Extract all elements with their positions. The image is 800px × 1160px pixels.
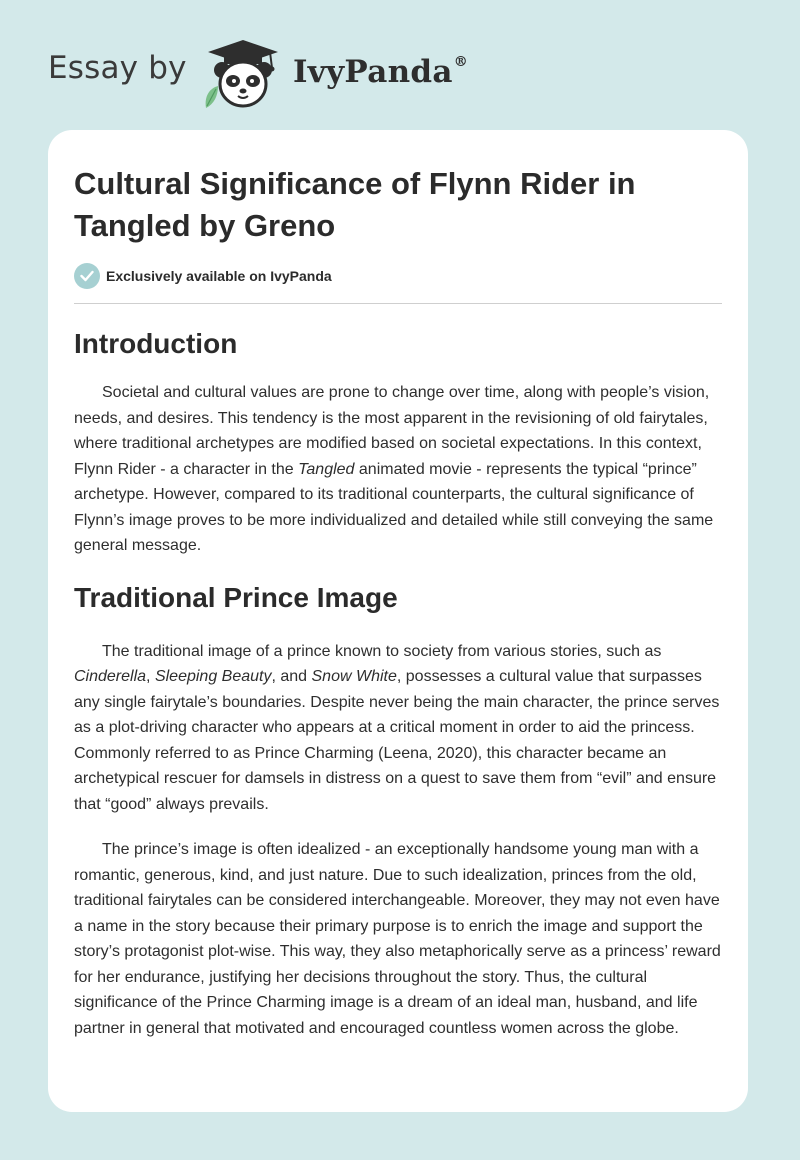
divider: [74, 303, 722, 304]
story-title: Snow White: [311, 668, 397, 685]
essay-by-label: Essay by: [48, 50, 187, 86]
movie-title: Tangled: [298, 460, 355, 478]
site-header: [0, 0, 800, 130]
section-heading-traditional-prince: Traditional Prince Image: [74, 581, 398, 613]
essay-title: Cultural Significance of Flynn Rider in Tangled by Greno: [74, 166, 636, 243]
story-title: Sleeping Beauty: [154, 668, 272, 685]
section-heading-introduction: Introduction: [74, 328, 238, 359]
essay-body: [74, 325, 724, 1061]
paragraph: The traditional image of a prince known to society from various stories, such as Cinderella, Sleeping Beauty, and Snow White, possesses a cultural value that surpasses any single fairytale’s boundaries. Despite never being the main character, the prince serves as a plot-driving character who appears at a critical moment in order to aid the princess. Commonly referred to as Prince Charming (Leena, 2020), this character became an archetypical rescuer for damsels in distress on a quest to save them from “evil” and ensure that “good” always prevails.: [74, 642, 720, 813]
exclusive-badge: [74, 263, 332, 289]
brand-name[interactable]: IvyPanda®: [293, 54, 469, 90]
paragraph: Societal and cultural values are prone to change over time, along with people’s vision, needs, and desires. This tendency is the most apparent in the revisioning of old fairytales, where traditional archetypes are modified based on societal expectations. In this context, Flynn Rider - a character in the Tangled animated movie - represents the typical “prince” archetype. However, compared to its traditional counterparts, the cultural significance of Flynn’s image proves to be more individualized and detailed while still conveying the same general message.: [74, 384, 714, 554]
essay-card: [48, 130, 748, 1112]
panda-graduate-icon[interactable]: [200, 38, 286, 110]
check-circle-icon: [74, 263, 100, 289]
exclusive-badge-text: Exclusively available on IvyPanda: [106, 268, 332, 284]
story-title: Cinderella: [74, 668, 147, 685]
paragraph: The prince’s image is often idealized - an exceptionally handsome young man with a romantic, generous, kind, and just nature. Due to such idealization, princes from the old, traditional fairytales can be considered interchangeable. Moreover, they may not even have a name in the story because their primary purpose is to enrich the image and support the story’s protagonist plot-wise. This way, they also metaphorically serve as a princess’ reward for her endurance, justifying her decisions throughout the story. Thus, the cultural significance of the Prince Charming image is a dream of an ideal man, husband, and life partner in general that motivated and encouraged countless women across the globe.: [74, 841, 721, 1037]
